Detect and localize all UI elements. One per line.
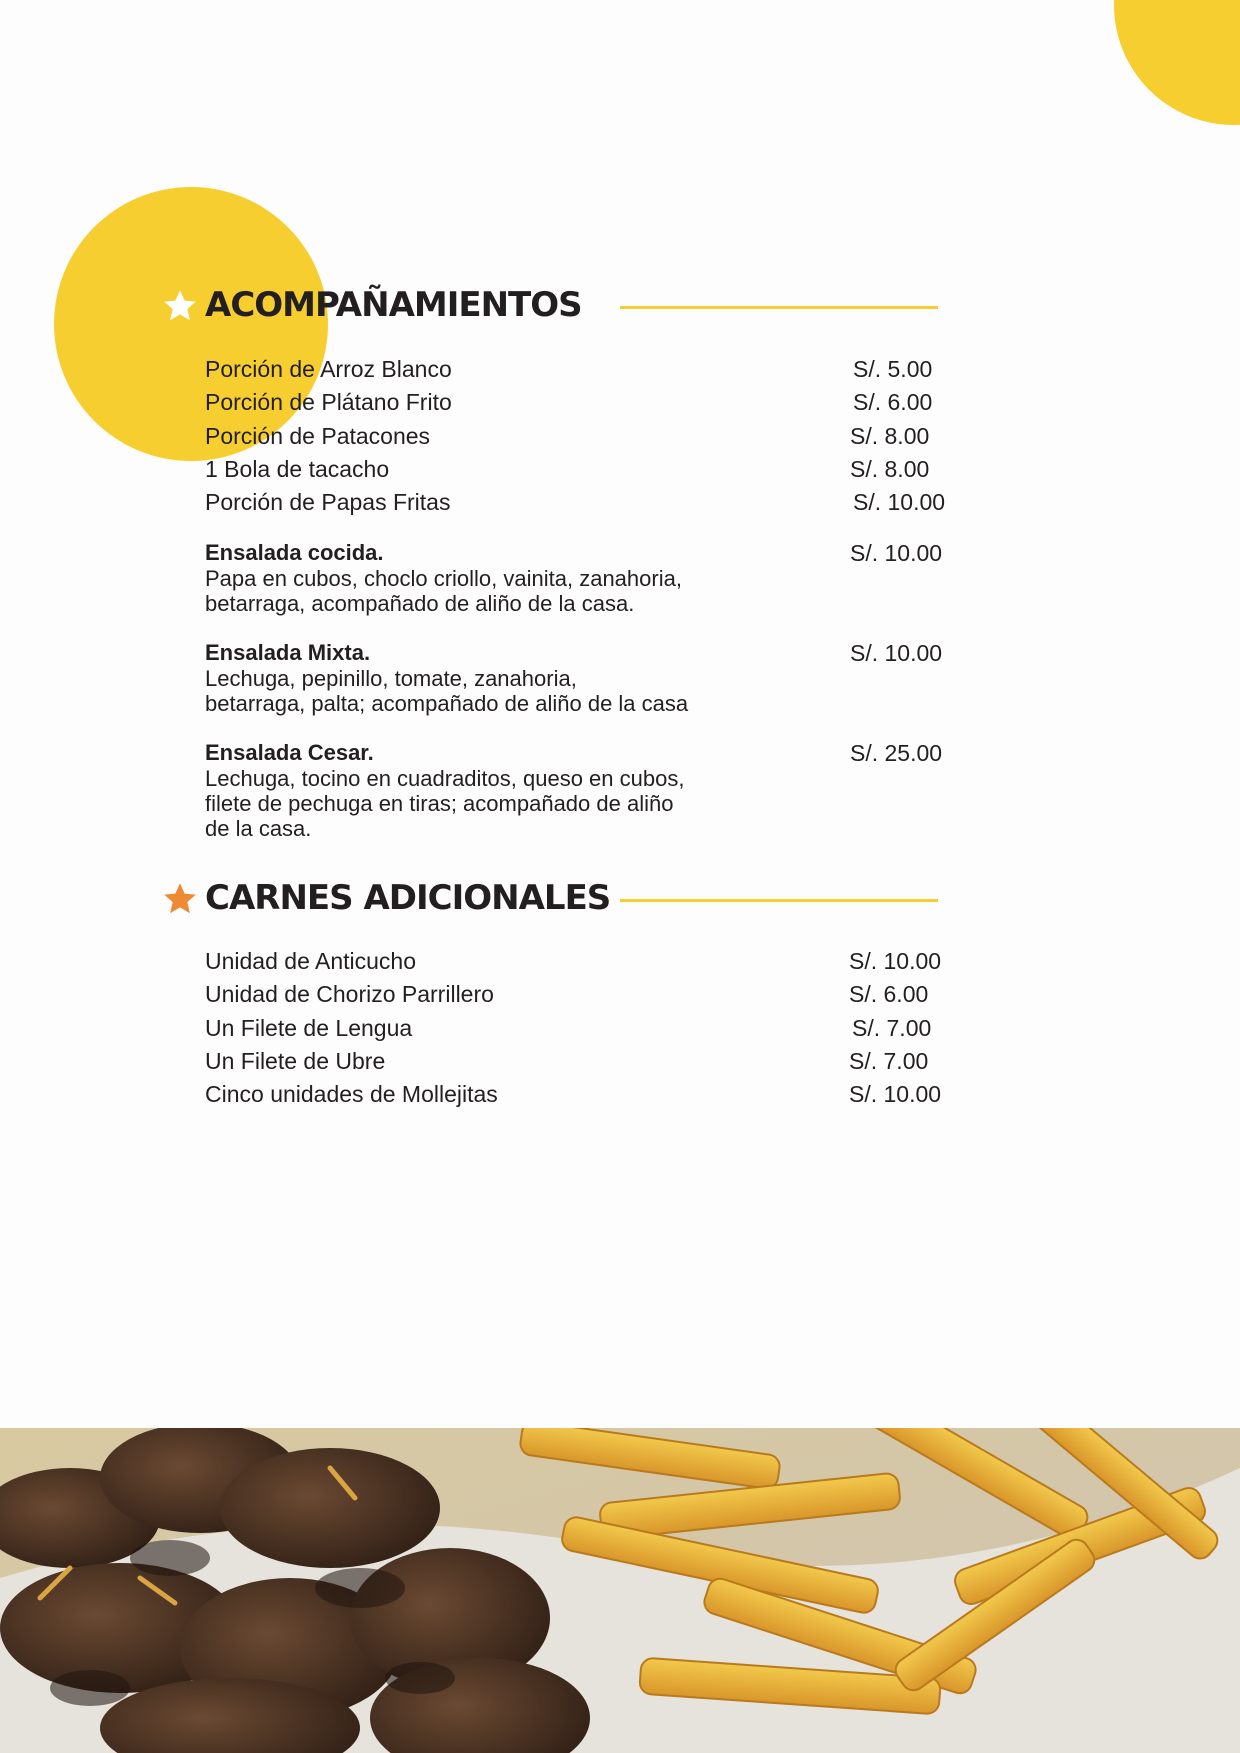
item-name: Ensalada Cesar. — [205, 740, 374, 765]
section-divider-line — [620, 899, 938, 902]
item-name: Un Filete de Ubre — [205, 1048, 386, 1074]
item-name: Unidad de Chorizo Parrillero — [205, 981, 494, 1007]
description-line: filete de pechuga en tiras; acompañado de aliño — [205, 791, 674, 816]
item-name: Porción de Papas Fritas — [205, 489, 451, 515]
item-price: S/. 7.00 — [852, 1015, 932, 1041]
description-line: betarraga, acompañado de aliño de la casa. — [205, 591, 635, 616]
menu-item — [205, 978, 965, 1010]
salad-item — [205, 640, 965, 716]
menu-item — [205, 353, 965, 385]
item-price: S/. 25.00 — [850, 740, 943, 766]
item-name: Unidad de Anticucho — [205, 948, 416, 974]
salad-item — [205, 740, 965, 841]
item-price: S/. 10.00 — [850, 540, 943, 566]
item-name: Un Filete de Lengua — [205, 1015, 413, 1041]
item-price: S/. 8.00 — [850, 456, 930, 482]
item-name: Ensalada cocida. — [205, 540, 384, 565]
menu-item — [205, 420, 965, 452]
menu-item — [205, 1078, 965, 1110]
item-price: S/. 8.00 — [850, 423, 930, 449]
star-icon — [162, 288, 198, 324]
menu-item — [205, 486, 965, 518]
star-icon — [162, 881, 198, 917]
item-name: Cinco unidades de Mollejitas — [205, 1081, 498, 1107]
item-price: S/. 7.00 — [849, 1048, 929, 1074]
section-header-acompanamientos — [162, 284, 962, 334]
decorative-circle-top-right — [1114, 0, 1240, 125]
item-price: S/. 10.00 — [853, 489, 946, 515]
item-description — [205, 566, 965, 616]
menu-item — [205, 1012, 965, 1044]
menu-item — [205, 945, 965, 977]
item-price: S/. 10.00 — [850, 640, 943, 666]
item-name: Ensalada Mixta. — [205, 640, 371, 665]
menu-item — [205, 386, 965, 418]
description-line: Papa en cubos, choclo criollo, vainita, zanahoria, — [205, 566, 682, 591]
item-price: S/. 5.00 — [853, 356, 933, 382]
item-price: S/. 10.00 — [849, 1081, 942, 1107]
item-name: Porción de Plátano Frito — [205, 389, 452, 415]
description-line: Lechuga, tocino en cuadraditos, queso en cubos, — [205, 766, 685, 791]
description-line: de la casa. — [205, 816, 312, 841]
menu-item — [205, 1045, 965, 1077]
item-price: S/. 6.00 — [849, 981, 929, 1007]
section-divider-line — [620, 306, 938, 309]
section-title: CARNES ADICIONALES — [205, 878, 611, 918]
menu-item — [205, 453, 965, 485]
section-header-carnes-adicionales — [162, 877, 962, 927]
salad-item — [205, 540, 965, 616]
section-title: ACOMPAÑAMIENTOS — [205, 285, 582, 325]
food-photo-illustration — [0, 1428, 1240, 1753]
item-name: 1 Bola de tacacho — [205, 456, 390, 482]
item-name: Porción de Patacones — [205, 423, 431, 449]
item-description — [205, 666, 965, 716]
description-line: Lechuga, pepinillo, tomate, zanahoria, — [205, 666, 577, 691]
description-line: betarraga, palta; acompañado de aliño de la casa — [205, 691, 689, 716]
item-price: S/. 6.00 — [853, 389, 933, 415]
item-price: S/. 10.00 — [849, 948, 942, 974]
item-name: Porción de Arroz Blanco — [205, 356, 452, 382]
food-photo-anticuchos-fries — [0, 1428, 1240, 1753]
item-description — [205, 766, 965, 841]
